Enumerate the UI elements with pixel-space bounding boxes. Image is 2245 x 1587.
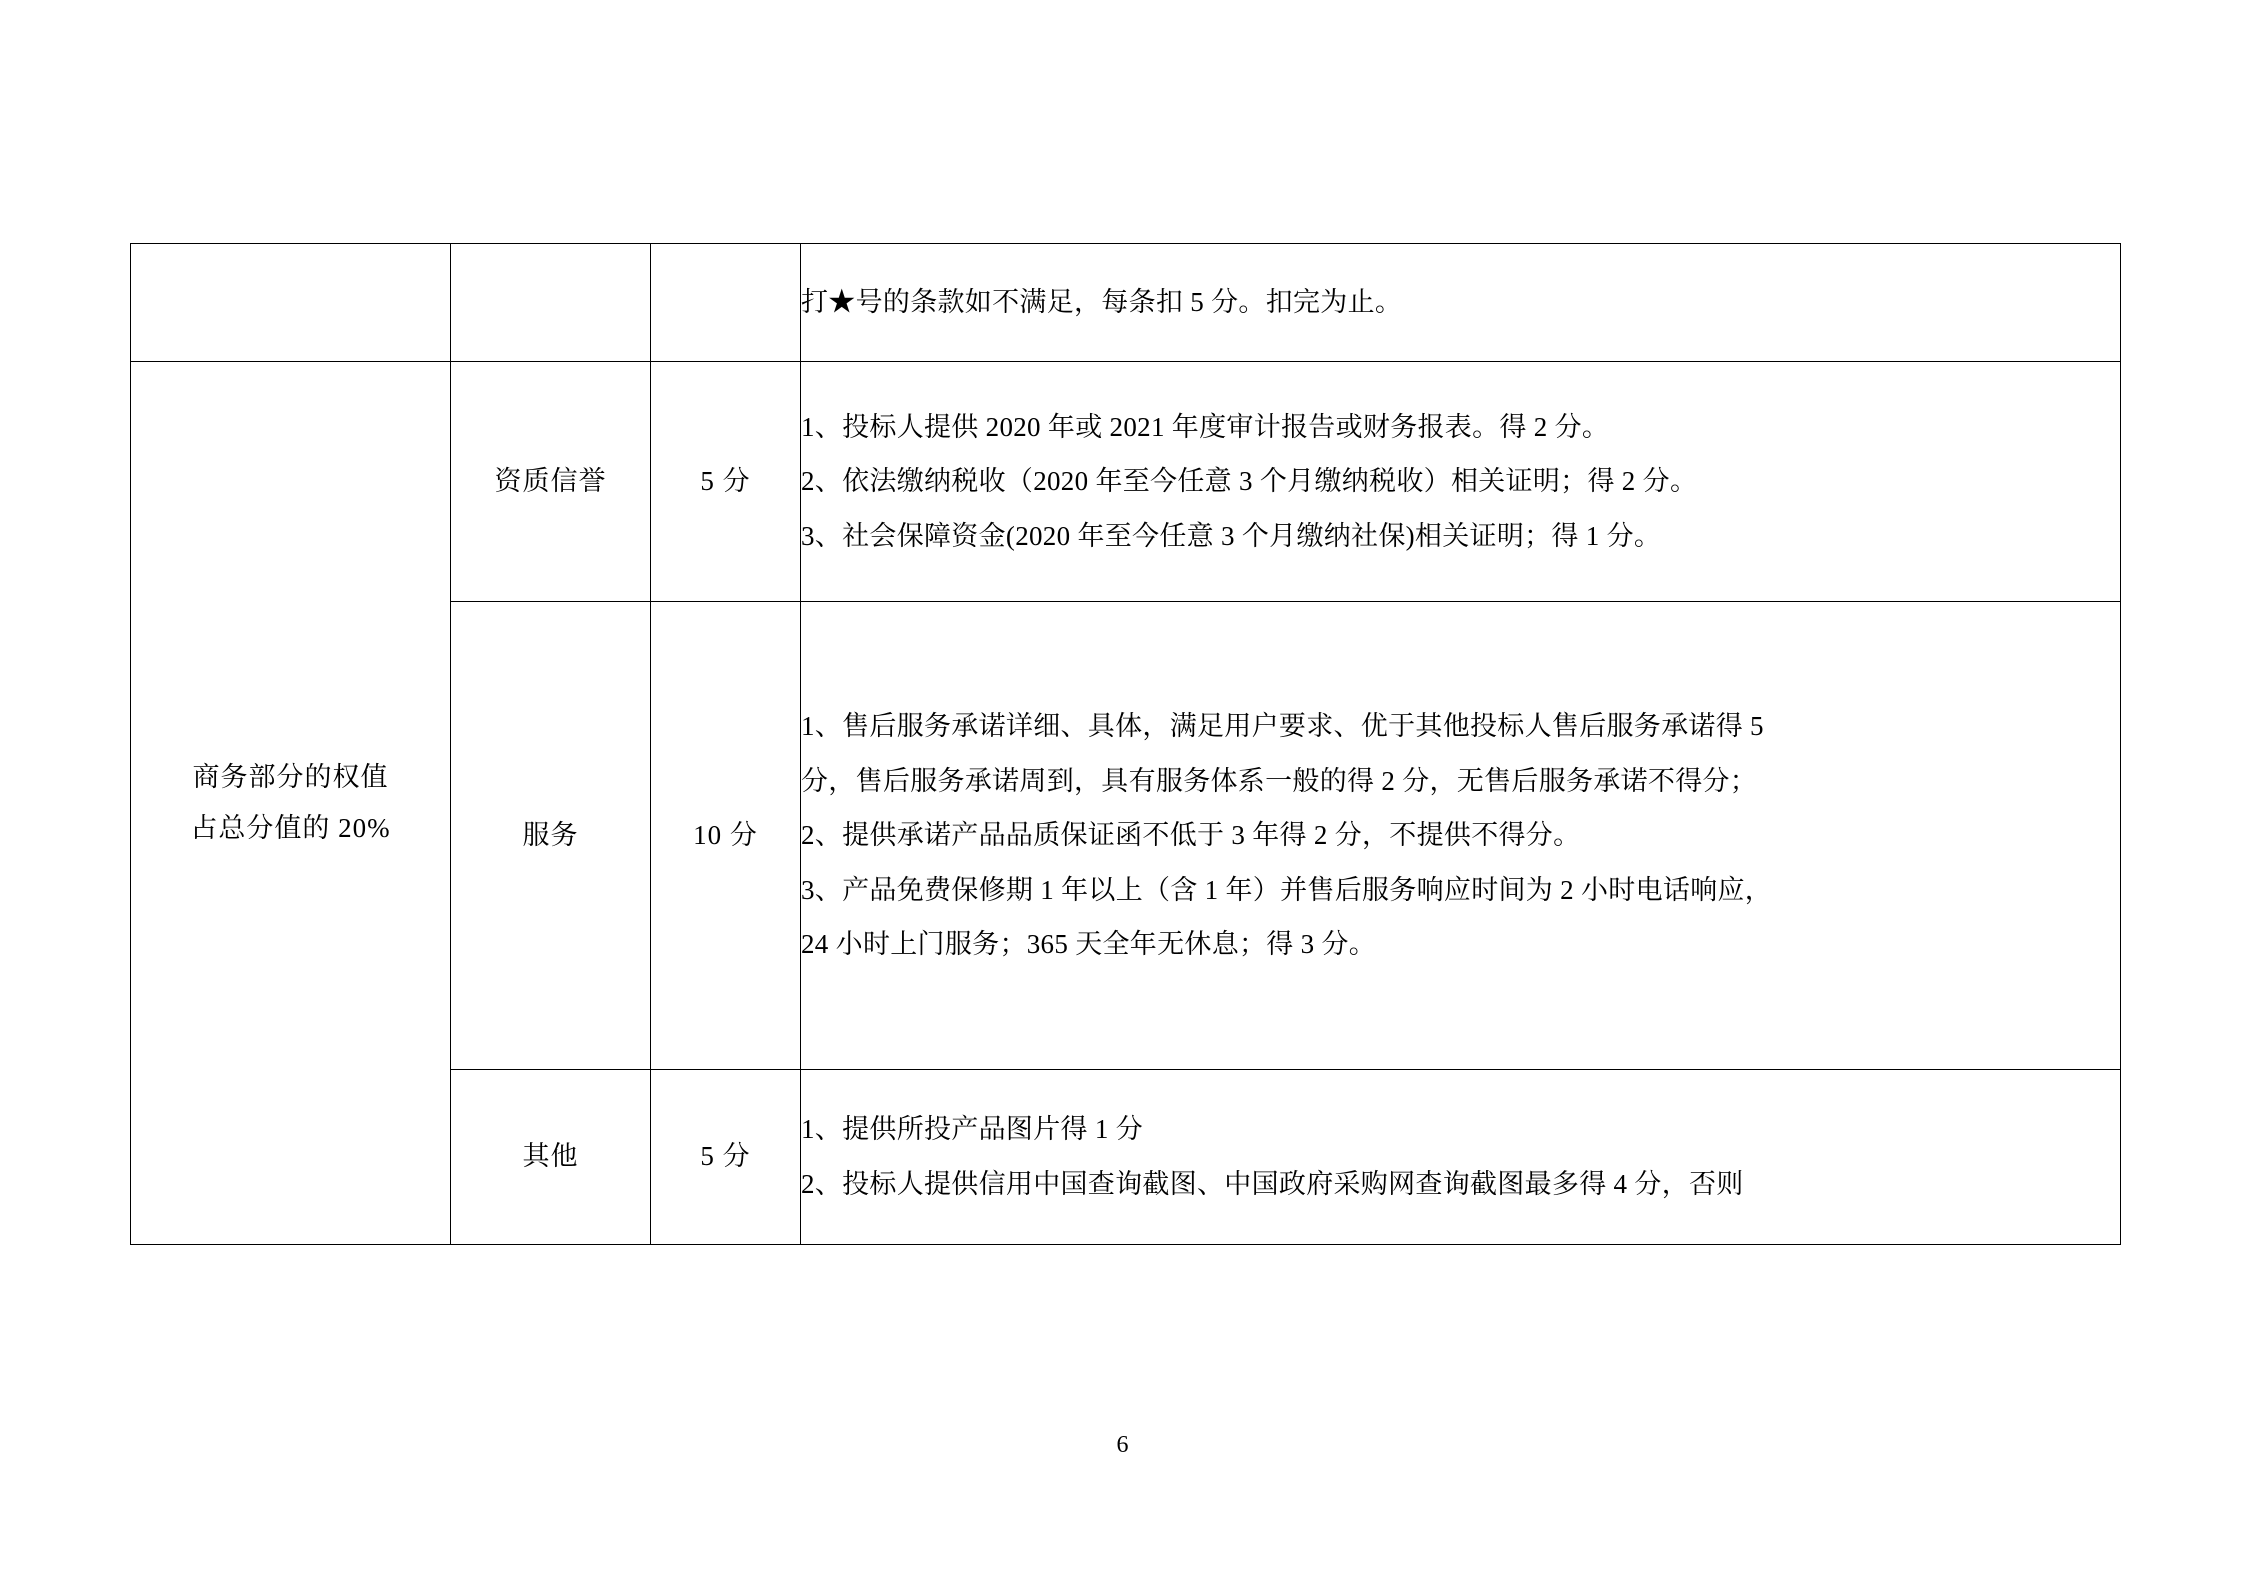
cell-item-service: 服务 (451, 602, 651, 1070)
cell-category-empty (131, 244, 451, 362)
table-row (131, 244, 2121, 362)
description-line: 2、依法缴纳税收（2020 年至今任意 3 个月缴纳税收）相关证明；得 2 分。 (801, 466, 1698, 497)
scoring-criteria-table (130, 243, 2121, 1245)
description-line: 2、提供承诺产品品质保证函不低于 3 年得 2 分，不提供不得分。 (801, 820, 1581, 851)
category-line-1: 商务部分的权值 (192, 761, 389, 792)
cell-score-service: 10 分 (651, 602, 801, 1070)
description-line: 分，售后服务承诺周到，具有服务体系一般的得 2 分，无售后服务承诺不得分； (801, 765, 1758, 796)
cell-score-other: 5 分 (651, 1070, 801, 1245)
cell-description-continuation (801, 244, 2121, 362)
cell-category-business-weight (131, 362, 451, 1245)
table-row (131, 362, 2121, 602)
cell-item-qualification-credit: 资质信誉 (451, 362, 651, 602)
description-line: 2、投标人提供信用中国查询截图、中国政府采购网查询截图最多得 4 分，否则 (801, 1169, 1744, 1199)
description-line: 3、产品免费保修期 1 年以上（含 1 年）并售后服务响应时间为 2 小时电话响应， (801, 874, 1773, 905)
category-line-2: 占总分值的 20% (190, 813, 391, 843)
cell-description-other (801, 1070, 2121, 1245)
cell-score-qualification-credit: 5 分 (651, 362, 801, 602)
cell-score-empty (651, 244, 801, 362)
page-number: 6 (1116, 1432, 1129, 1458)
cell-description-qualification-credit (801, 362, 2121, 602)
description-line: 3、社会保障资金(2020 年至今任意 3 个月缴纳社保)相关证明；得 1 分。 (801, 520, 1662, 551)
cell-item-other: 其他 (451, 1070, 651, 1245)
cell-item-empty (451, 244, 651, 362)
cell-description-service (801, 602, 2121, 1070)
description-line: 1、投标人提供 2020 年或 2021 年度审计报告或财务报表。得 2 分。 (801, 411, 1610, 442)
description-line: 1、提供所投产品图片得 1 分 (801, 1114, 1143, 1145)
description-line: 24 小时上门服务；365 天全年无休息；得 3 分。 (801, 929, 1377, 960)
description-line: 1、售后服务承诺详细、具体，满足用户要求、优于其他投标人售后服务承诺得 5 (801, 711, 1764, 742)
description-line: 打★号的条款如不满足，每条扣 5 分。扣完为止。 (801, 287, 1403, 318)
